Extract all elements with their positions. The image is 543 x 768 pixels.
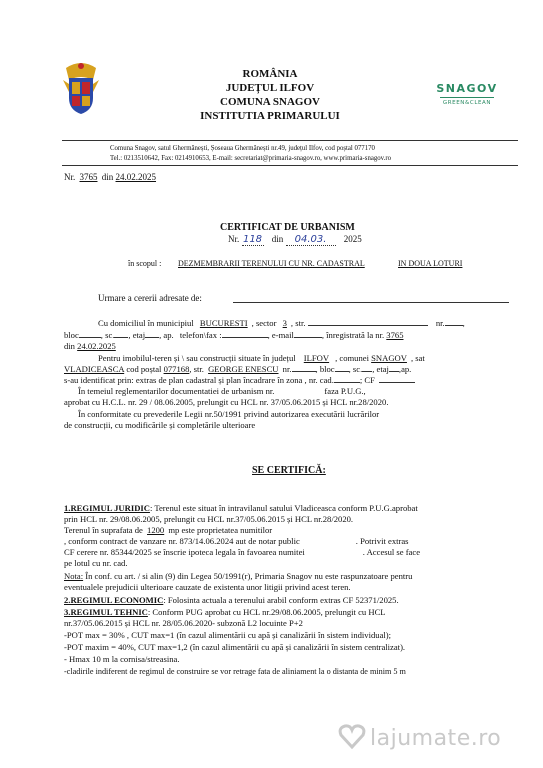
brand-tagline: GREEN&CLEAN [442,100,492,106]
legal-regime-line-1: 1.REGIMUL JURIDIC: Terenul este situat în intravilanul satului Vladiceasca conform P.U.G.aprobat [64,503,418,513]
watermark-heart-icon [338,722,366,750]
domicile-line-3: din 24.02.2025 [64,341,116,351]
header-commune: COMUNA SNAGOV [220,96,320,108]
header-county: JUDEȚUL ILFOV [225,82,315,94]
applicant-line [233,302,509,303]
property-line-7: de construcții, cu modificările și completările ulterioare [64,420,256,430]
header-divider [62,140,518,141]
legal-regime-line-5: CF cerere nr. 85344/2025 se înscrie ipoteca legala în favoarea numitei . Accesul se face [64,547,421,557]
certifies-heading: SE CERTIFICĂ: [252,465,326,476]
legal-regime-line-2: prin HCL nr. 29/08.06.2005, prelungit cu HCL nr.37/05.06.2015 și HCL nr.28/2020. [64,514,354,524]
scope-value-2: IN DOUA LOTURI [398,259,463,268]
legal-regime-line-3: Terenul în suprafata de 1200 mp este proprietatea numitilor [64,525,273,535]
header-divider-2 [62,165,518,166]
property-line-3: s-au identificat prin: extras de plan cadastral și plan încadrare în zona , nr. cad. ; CF [64,375,415,386]
domicile-line: Cu domiciliul în municipiul BUCURESTI , sector 3 , str. nr. , [98,318,465,328]
technical-regime-line-6: -cladirile indiferent de regimul de construire se vor retrage fata de aliniament la o distanta de minim 5 m [64,667,406,676]
property-line-2: VLADICEASCA cod poștal 077168, str. GEORGE ENESCU nr. , bloc , sc. , etaj ,ap. [64,364,412,374]
scope-label: în scopul : [128,259,162,268]
technical-regime-line-5: - Hmax 10 m la cornisa/streasina. [64,654,180,664]
legal-regime-line-4: , conform contract de vanzare nr. 873/14.06.2024 aut de notar public . Potrivit extras [64,536,409,546]
header-institution: INSTITUTIA PRIMARULUI [200,110,340,122]
header-country: ROMÂNIA [242,68,298,80]
scope-value: DEZMEMBRARII TERENULUI CU NR. CADASTRAL [178,259,365,268]
technical-regime-line-1: 3.REGIMUL TEHNIC: Conform PUG aprobat cu HCL nr.29/08.06.2005, prelungit cu HCL [64,607,386,617]
technical-regime-line-2: nr.37/05.06.2015 și HCL nr. 28/05.06.2020- subzonă L2 locuinte P+2 [64,618,303,628]
property-line-1: Pentru imobilul-teren și \ sau construcții situate în județul ILFOV , comunei SNAGOV , sat [98,353,425,363]
registration-number: Nr. 3765 din 24.02.2025 [64,172,157,182]
property-line-5: aprobat cu H.C.L. nr. 29 / 08.06.2005, prelungit cu HCL nr. 37/05.06.2015 și HCL nr.28/2020. [64,397,389,407]
economic-regime: 2.REGIMUL ECONOMIC: Folosinta actuala a terenului arabil conform extras CF 52371/2025. [64,595,399,605]
technical-regime-line-4: -POT maxim = 40%, CUT max=1,2 (în cazul alimentării cu apă și canalizării în sistem centralizat). [64,642,406,652]
address-line: Comuna Snagov, satul Ghermănești, Șoseaua Ghermănești nr.49, județul Ilfov, cod poștal 077170 [110,145,375,152]
legal-regime-line-6: pe lotul cu nr. cad. [64,558,128,568]
coat-of-arms [62,58,100,116]
note-line-1: Nota: În conf. cu art. / si alin (9) din Legea 50/1991(r), Primaria Snagov nu este raspunzatoare pentru [64,571,413,581]
watermark: lajumate.ro [370,726,502,751]
property-line-6: În conformitate cu prevederile Legii nr.50/1991 privind autorizarea executării lucrărilor [78,409,380,419]
domicile-line-2: bloc , sc. , etaj , ap. telefon\fax : , e-mail , înregistrată la nr. 3765 [64,330,404,340]
request-label: Urmare a cererii adresate de: [98,293,202,303]
property-line-4: În temeiul reglementarilor documentatiei de urbanism nr. faza P.U.G., [78,386,366,396]
brand-name: SNAGOV [436,82,498,95]
certificate-title: CERTIFICAT DE URBANISM [220,222,355,233]
note-line-2: eventualele prejudicii ulterioare cauzate de existenta unor litigii privind acest teren. [64,582,351,592]
certificate-number: Nr. 118 din 04.03. 2025 [228,234,362,245]
contact-line: Tel.: 0213510642, Fax: 0214910653, E-mail: secretariat@primaria-snagov.ro, www.primaria-snagov.ro [110,155,391,162]
technical-regime-line-3: -POT max = 30% , CUT max=1 (în cazul alimentării cu apă și canalizării în sistem individual); [64,630,392,640]
snagov-logo [432,82,502,106]
